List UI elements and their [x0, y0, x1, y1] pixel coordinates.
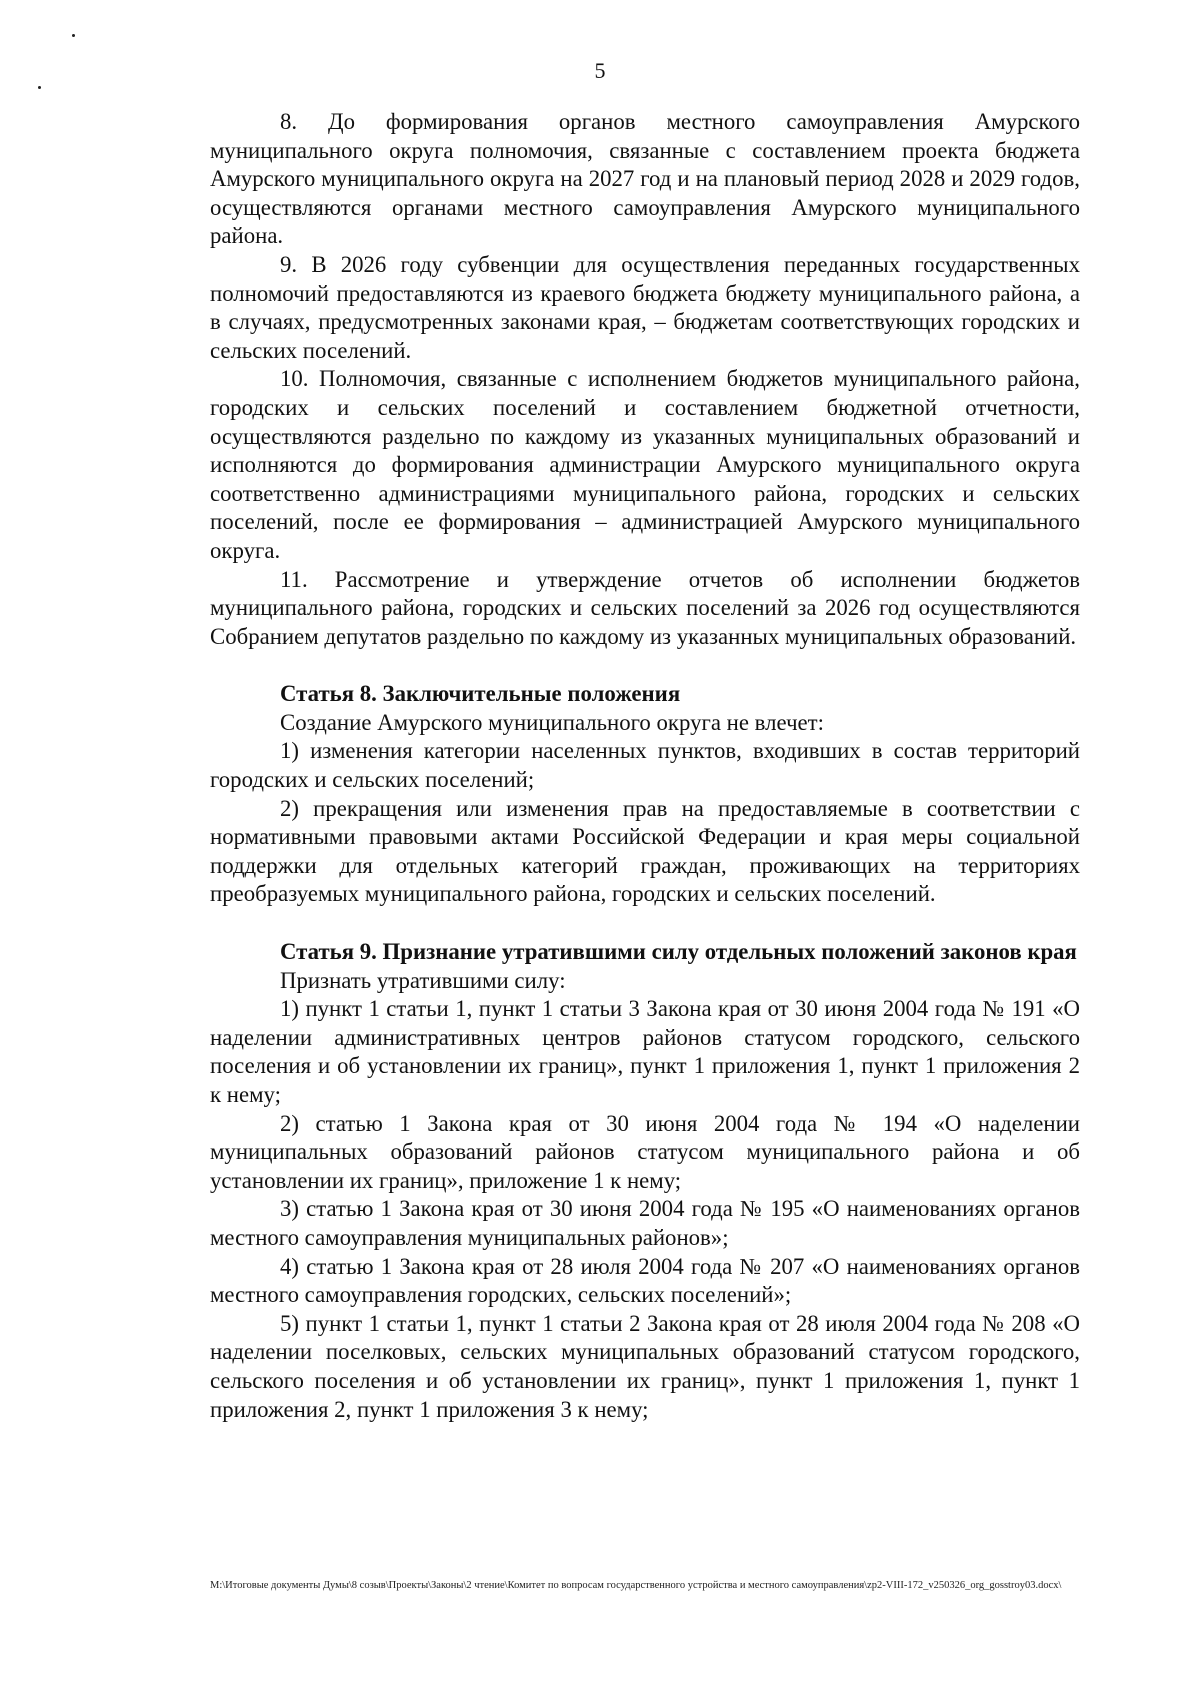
article-9-intro: Признать утратившими силу:	[280, 967, 566, 993]
article-9-item-5: 5) пункт 1 статьи 1, пункт 1 статьи 2 Закона края от 28 июля 2004 года № 208 «О наделении поселковых, сельских муниципальных образований статусом городского, сельского поселения и об установлении их границ», пункт 1 приложения 1, пункт 1 приложения 2, пункт 1 приложения 3 к нему;	[210, 1310, 1080, 1422]
paragraph-8: 8. До формирования органов местного самоуправления Амурского муниципального округа полномочия, связанные с составлением проекта бюджета Амурского муниципального округа на 2027 год и на плановый период 2028 и 2029 годов, осуществляются органами местного самоуправления Амурского муниципального района.	[210, 109, 1080, 249]
article-8-item-1: 1) изменения категории населенных пунктов, входивших в состав территорий городских и сельских поселений;	[210, 738, 1080, 793]
paragraph-10: 10. Полномочия, связанные с исполнением бюджетов муниципального района, городских и сельских поселений и составлением бюджетной отчетности, осуществляются раздельно по каждому из указанных муниципальных образований и исполняются до формирования администрации Амурского муниципального округа соответственно администрациями муниципального района, городских и сельских поселений, после ее формирования – администрацией Амурского муниципального округа.	[210, 366, 1080, 563]
article-8-intro: Создание Амурского муниципального округа не влечет:	[280, 709, 824, 735]
paragraph-11: 11. Рассмотрение и утверждение отчетов об исполнении бюджетов муниципального района, городских и сельских поселений за 2026 год осуществляются Собранием депутатов раздельно по каждому из указанных муниципальных образований.	[210, 566, 1080, 649]
article-8-item-2: 2) прекращения или изменения прав на предоставляемые в соответствии с нормативными правовыми актами Российской Федерации и края меры социальной поддержки для отдельных категорий граждан, проживающих на территориях преобразуемых муниципального района, городских и сельских поселений.	[210, 795, 1080, 907]
page-number: 5	[594, 58, 606, 83]
article-9-item-3: 3) статью 1 Закона края от 30 июня 2004 года № 195 «О наименованиях органов местного самоуправления муниципальных районов»;	[210, 1196, 1080, 1250]
article-9-item-4: 4) статью 1 Закона края от 28 июля 2004 года № 207 «О наименованиях органов местного самоуправления городских, сельских поселений»;	[210, 1253, 1080, 1308]
scan-speck	[38, 86, 41, 89]
paragraph-9: 9. В 2026 году субвенции для осуществления переданных государственных полномочий предоставляются из краевого бюджета бюджету муниципального района, а в случаях, предусмотренных законами края, – бюджетам соответствующих городских и сельских поселений.	[210, 251, 1080, 363]
article-9-heading: Статья 9. Признание утратившими силу отдельных положений законов края	[280, 939, 1077, 965]
article-9-item-2: 2) статью 1 Закона края от 30 июня 2004 года № 194 «О наделении муниципальных образований районов статусом муниципального района и об установлении их границ», приложение 1 к нему;	[210, 1110, 1080, 1193]
article-9-item-1: 1) пункт 1 статьи 1, пункт 1 статьи 3 Закона края от 30 июня 2004 года № 191 «О наделении административных центров районов статусом городского, сельского поселения и об установлении их границ», пункт 1 приложения 1, пункт 1 приложения 2 к нему;	[210, 996, 1080, 1107]
article-8-heading: Статья 8. Заключительные положения	[280, 681, 681, 707]
footer-file-path: M:\Итоговые документы Думы\8 созыв\Проекты\Законы\2 чтение\Комитет по вопросам государственного устройства и местного самоуправления\zp2-VIII-172_v250326_org_gosstroy03.docx\	[210, 1580, 1062, 1591]
document-body	[210, 108, 1080, 1424]
scan-speck	[72, 34, 75, 37]
